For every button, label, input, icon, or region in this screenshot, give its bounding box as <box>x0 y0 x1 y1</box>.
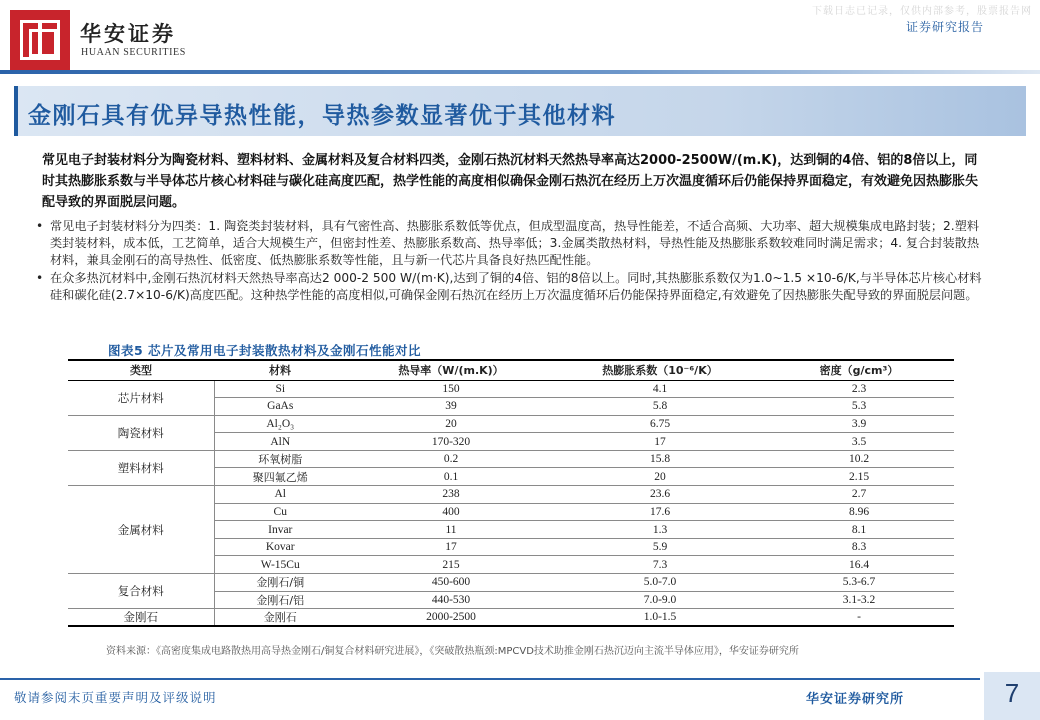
bullet-dot-icon: • <box>36 271 44 285</box>
density-cell: 10.2 <box>764 450 954 468</box>
conductivity-cell: 17 <box>346 538 556 556</box>
column-header: 类型 <box>68 360 214 380</box>
expansion-cell: 20 <box>556 468 764 486</box>
bullet-item <box>34 218 982 269</box>
source-text: 《高密度集成电路散热用高导热金刚石/铜复合材料研究进展》，《突破散热瓶颈:MPCVD技术助推金刚石热沉迈向主流半导体应用》，华安证券研究所 <box>156 646 799 657</box>
expansion-cell: 1.3 <box>556 521 764 539</box>
materials-table <box>68 359 954 627</box>
conductivity-cell: 20 <box>346 415 556 433</box>
bullet-text: 在众多热沉材料中,金刚石热沉材料天然热导率高达2 000-2 500 W/(m·K),达到了铜的4倍、铝的8倍以上。同时,其热膨胀系数仅为1.0~1.5 ×10-6/K,与半导体芯片核心材料硅和碳化硅(2.7×10-6/K)高度匹配。这种热学性能的高度相似,可确保金刚石热沉在经历上万次温度循环后仍能保持界面稳定,有效避免了因热膨胀失配导致的界面脱层问题。 <box>50 271 982 302</box>
conductivity-cell: 440-530 <box>346 591 556 609</box>
density-cell: 3.9 <box>764 415 954 433</box>
source-note <box>106 644 966 659</box>
expansion-cell: 5.9 <box>556 538 764 556</box>
column-header: 热导率（W/(m.K)） <box>346 360 556 380</box>
density-cell: 3.5 <box>764 433 954 451</box>
brand-name-en: HUAAN SECURITIES <box>81 47 186 58</box>
material-cell: 环氧树脂 <box>214 450 346 468</box>
density-cell: 3.1-3.2 <box>764 591 954 609</box>
material-cell: AlN <box>214 433 346 451</box>
expansion-cell: 17 <box>556 433 764 451</box>
group-type-cell: 芯片材料 <box>68 380 214 415</box>
expansion-cell: 7.0-9.0 <box>556 591 764 609</box>
expansion-cell: 5.0-7.0 <box>556 574 764 592</box>
material-cell: Al₂O₃ <box>214 415 346 433</box>
material-cell: 聚四氟乙烯 <box>214 468 346 486</box>
figure-caption: 图表5 芯片及常用电子封装散热材料及金刚石性能对比 <box>108 343 422 358</box>
header-divider <box>0 70 1040 74</box>
company-logo <box>10 10 70 70</box>
footer-org-name: 华安证券研究所 <box>806 692 905 707</box>
conductivity-cell: 0.1 <box>346 468 556 486</box>
disclaimer-link[interactable]: 敬请参阅末页重要声明及评级说明 <box>14 690 217 705</box>
material-cell: 金刚石/铜 <box>214 574 346 592</box>
table-row <box>68 609 954 627</box>
conductivity-cell: 170-320 <box>346 433 556 451</box>
page-number: 7 <box>1004 678 1020 708</box>
summary-paragraph: 常见电子封装材料分为陶瓷材料、塑料材料、金属材料及复合材料四类，金刚石热沉材料天然热导率高达2000-2500W/(m.K)，达到铜的4倍、铝的8倍以上，同时其热膨胀系数与半导体芯片核心材料硅与碳化硅高度匹配，热学性能的高度相似确保金刚石热沉在经历上万次温度循环后仍能保持界面稳定，有效避免因热膨胀失配导致的界面脱层问题。 <box>42 153 979 210</box>
material-cell: Kovar <box>214 538 346 556</box>
material-cell: Al <box>214 486 346 504</box>
material-cell: Si <box>214 380 346 398</box>
conductivity-cell: 215 <box>346 556 556 574</box>
page-title: 金刚石具有优异导热性能，导热参数显著优于其他材料 <box>28 103 616 129</box>
table-row <box>68 574 954 592</box>
bullet-item <box>34 270 982 304</box>
expansion-cell: 23.6 <box>556 486 764 504</box>
expansion-cell: 17.6 <box>556 503 764 521</box>
column-header: 热膨胀系数（10⁻⁶/K） <box>556 360 764 380</box>
group-type-cell: 金刚石 <box>68 609 214 627</box>
material-cell: Invar <box>214 521 346 539</box>
density-cell: 8.3 <box>764 538 954 556</box>
table-row <box>68 415 954 433</box>
group-type-cell: 陶瓷材料 <box>68 415 214 450</box>
conductivity-cell: 450-600 <box>346 574 556 592</box>
title-accent <box>14 86 18 136</box>
material-cell: Cu <box>214 503 346 521</box>
conductivity-cell: 39 <box>346 398 556 416</box>
footer-divider <box>0 678 980 680</box>
density-cell: 2.15 <box>764 468 954 486</box>
conductivity-cell: 238 <box>346 486 556 504</box>
density-cell: 2.3 <box>764 380 954 398</box>
expansion-cell: 1.0-1.5 <box>556 609 764 627</box>
table-header-row <box>68 360 954 380</box>
conductivity-cell: 150 <box>346 380 556 398</box>
conductivity-cell: 0.2 <box>346 450 556 468</box>
expansion-cell: 5.8 <box>556 398 764 416</box>
density-cell: 5.3-6.7 <box>764 574 954 592</box>
density-cell: - <box>764 609 954 627</box>
expansion-cell: 15.8 <box>556 450 764 468</box>
column-header: 材料 <box>214 360 346 380</box>
page-number-box <box>984 672 1040 720</box>
bullet-text: 常见电子封装材料分为四类：1. 陶瓷类封装材料，具有气密性高、热膨胀系数低等优点，但成型温度高，热导性能差，不适合高频、大功率、超大规模集成电路封装；2.塑料类封装材料，成本低，工艺简单，适合大规模生产，但密封性差、热膨胀系数高、热导率低；3.金属类散热材料，导热性能及热膨胀系数较难同时满足需求；4. 复合封装散热材料，兼具金刚石的高导热性、低密度、低热膨胀系数等性能，且与新一代芯片具备良好热匹配性能。 <box>50 219 980 267</box>
column-header: 密度（g/cm³） <box>764 360 954 380</box>
conductivity-cell: 400 <box>346 503 556 521</box>
table-row <box>68 486 954 504</box>
material-cell: 金刚石 <box>214 609 346 627</box>
density-cell: 8.96 <box>764 503 954 521</box>
source-label: 资料来源： <box>106 646 156 657</box>
material-cell: W-15Cu <box>214 556 346 574</box>
report-type-label: 证券研究报告 <box>905 20 984 34</box>
bullet-list <box>34 218 982 305</box>
material-cell: 金刚石/铝 <box>214 591 346 609</box>
group-type-cell: 塑料材料 <box>68 450 214 485</box>
group-type-cell: 金属材料 <box>68 486 214 574</box>
expansion-cell: 7.3 <box>556 556 764 574</box>
expansion-cell: 6.75 <box>556 415 764 433</box>
material-cell: GaAs <box>214 398 346 416</box>
brand-name-cn: 华安证券 <box>80 21 176 46</box>
density-cell: 8.1 <box>764 521 954 539</box>
conductivity-cell: 2000-2500 <box>346 609 556 627</box>
table-row <box>68 450 954 468</box>
density-cell: 2.7 <box>764 486 954 504</box>
density-cell: 5.3 <box>764 398 954 416</box>
table-row <box>68 380 954 398</box>
watermark: 下载日志已记录，仅供内部参考，股票报告网 <box>812 6 1032 17</box>
bullet-dot-icon: • <box>36 219 44 233</box>
title-bar <box>14 86 1026 136</box>
expansion-cell: 4.1 <box>556 380 764 398</box>
group-type-cell: 复合材料 <box>68 574 214 609</box>
conductivity-cell: 11 <box>346 521 556 539</box>
density-cell: 16.4 <box>764 556 954 574</box>
